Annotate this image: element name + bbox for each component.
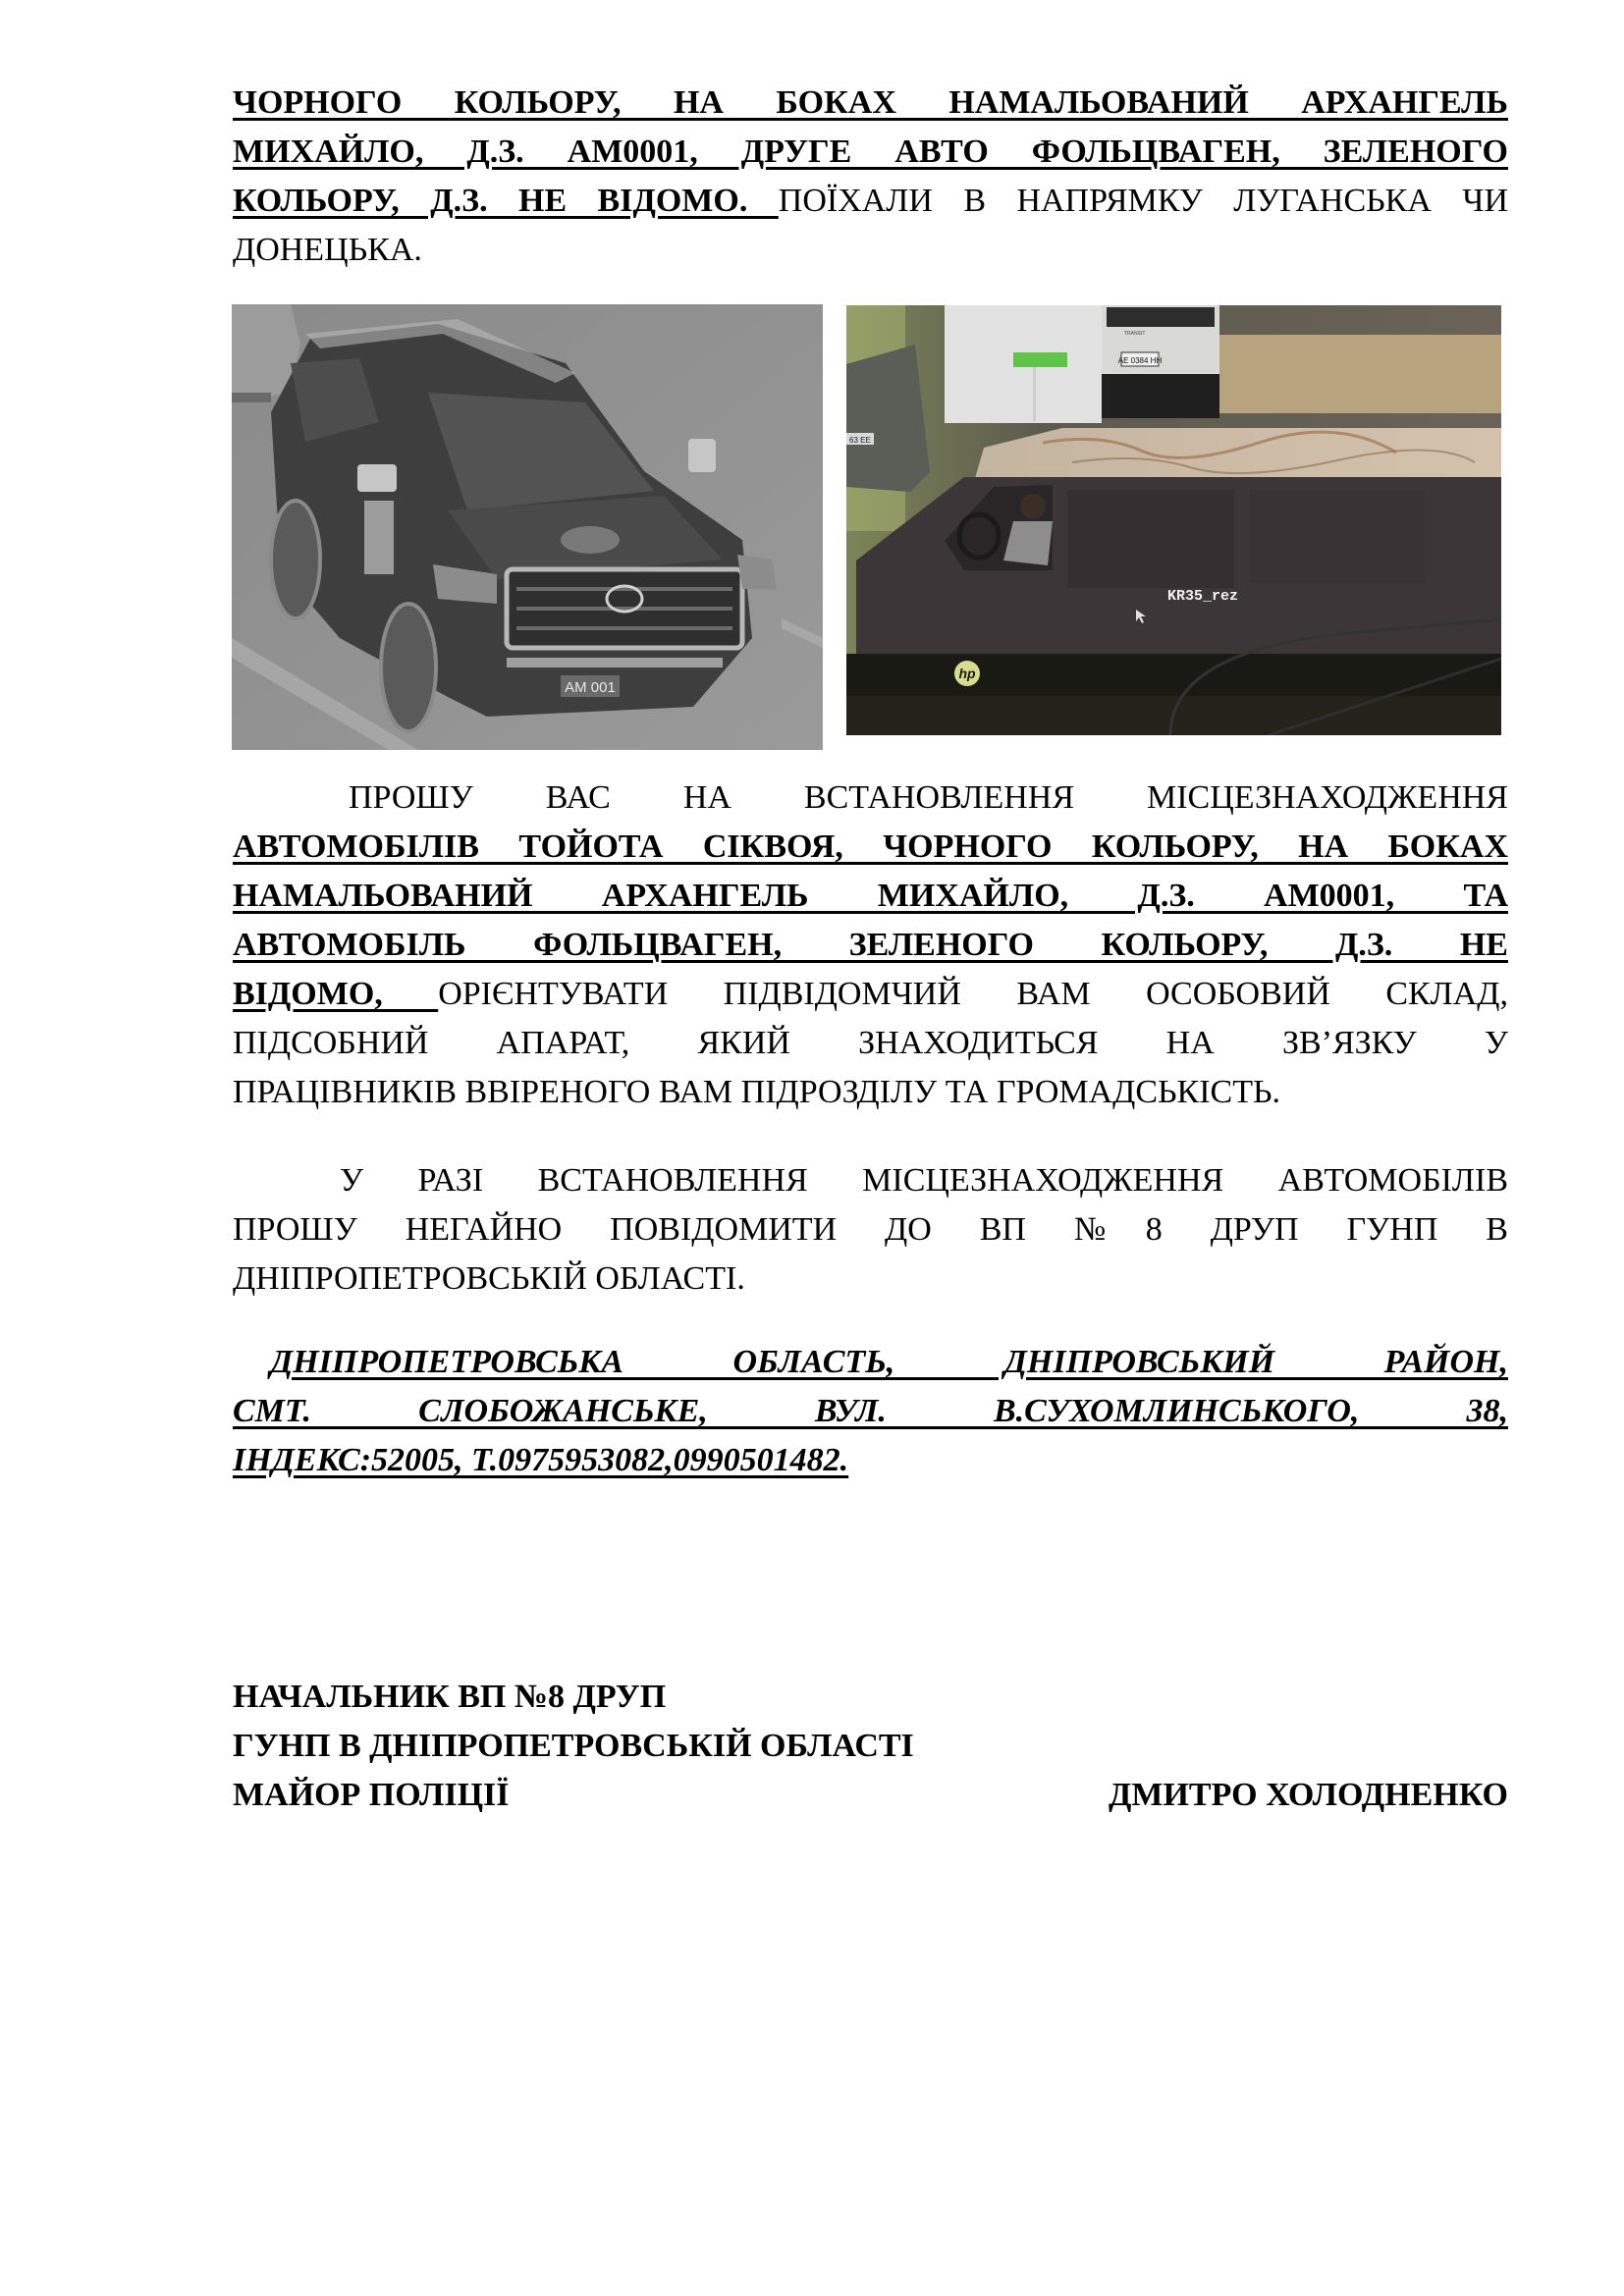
- intro-line-2: [233, 128, 1508, 177]
- request-plain-text: ОРІЄНТУВАТИ ПІДВІДОМЧИЙ ВАМ ОСОБОВИЙ СКЛАД,: [438, 976, 1508, 1012]
- notify-text: У РАЗІ ВСТАНОВЛЕННЯ МІСЦЕЗНАХОДЖЕННЯ АВТОМОБІЛІВ: [340, 1162, 1508, 1199]
- toyota-suv-image: [232, 304, 823, 750]
- request-plain-text: ПРОШУ ВАС НА ВСТАНОВЛЕННЯ МІСЦЕЗНАХОДЖЕННЯ: [349, 779, 1508, 816]
- request-bold-text: АВТОМОБІЛІВ ТОЙОТА СІКВОЯ, ЧОРНОГО КОЛЬОРУ, НА БОКАХ: [233, 828, 1508, 865]
- photo-volkswagen-van: [846, 305, 1501, 735]
- signature-rank: МАЙОР ПОЛІЦІЇ: [233, 1777, 510, 1813]
- notify-line-3: [233, 1255, 1508, 1304]
- request-bold-text: ВІДОМО,: [233, 976, 439, 1012]
- intro-plain-text: ДОНЕЦЬКА.: [233, 232, 422, 268]
- request-line-2: [233, 823, 1508, 872]
- request-line-5: [233, 970, 1508, 1019]
- notify-line-1: [340, 1156, 1508, 1205]
- request-line-7: [233, 1068, 1508, 1117]
- intro-line-1: [233, 79, 1508, 128]
- signature-title-line-2: ГУНП В ДНІПРОПЕТРОВСЬКІЙ ОБЛАСТІ: [233, 1728, 914, 1764]
- intro-plain-text: ПОЇХАЛИ В НАПРЯМКУ ЛУГАНСЬКА ЧИ: [778, 183, 1508, 219]
- notify-line-2: [233, 1205, 1508, 1255]
- signature-name: ДМИТРО ХОЛОДНЕНКО: [1108, 1777, 1508, 1813]
- side-plate-text: 63 EE: [849, 436, 871, 445]
- intro-line-3: [233, 177, 1508, 226]
- photo-toyota-sequoia: [232, 304, 823, 750]
- volkswagen-van-image: [846, 305, 1501, 735]
- intro-bold-text: КОЛЬОРУ, Д.З. НЕ ВІДОМО.: [233, 183, 779, 219]
- intro-bold-text: МИХАЙЛО, Д.З. АМ0001, ДРУГЕ АВТО ФОЛЬЦВАГЕН, ЗЕЛЕНОГО: [233, 133, 1508, 170]
- request-line-1: [349, 774, 1508, 823]
- request-line-3: [233, 872, 1508, 921]
- address-line-3: [233, 1436, 1508, 1485]
- request-bold-text: АВТОМОБІЛЬ ФОЛЬЦВАГЕН, ЗЕЛЕНОГО КОЛЬОРУ, Д.З. НЕ: [233, 927, 1508, 963]
- notify-text: ПРОШУ НЕГАЙНО ПОВІДОМИТИ ДО ВП №8 ДРУП ГУНП В: [233, 1211, 1508, 1248]
- transit-plate-text: AE 0384 HH: [1117, 356, 1163, 365]
- request-line-6: [233, 1019, 1508, 1068]
- address-text: ІНДЕКС:52005, Т.0975953082,0990501482.: [233, 1442, 849, 1478]
- svg-text:hp: hp: [958, 666, 976, 681]
- notify-text: ДНІПРОПЕТРОВСЬКІЙ ОБЛАСТІ.: [233, 1260, 745, 1297]
- address-text: СМТ. СЛОБОЖАНСЬКЕ, ВУЛ. В.СУХОМЛИНСЬКОГО, 38,: [233, 1393, 1508, 1429]
- request-plain-text: ПІДСОБНИЙ АПАРАТ, ЯКИЙ ЗНАХОДИТЬСЯ НА ЗВ’ЯЗКУ У: [233, 1025, 1508, 1061]
- request-line-4: [233, 921, 1508, 970]
- signature-title-line-1: НАЧАЛЬНИК ВП №8 ДРУП: [233, 1679, 667, 1715]
- request-bold-text: НАМАЛЬОВАНИЙ АРХАНГЕЛЬ МИХАЙЛО, Д.З. АМ0001, ТА: [233, 878, 1508, 914]
- address-line-1: [270, 1338, 1508, 1387]
- address-line-2: [233, 1387, 1508, 1436]
- transit-badge-text: TRANSIT: [1124, 331, 1146, 337]
- intro-bold-text: ЧОРНОГО КОЛЬОРУ, НА БОКАХ НАМАЛЬОВАНИЙ АРХАНГЕЛЬ: [233, 84, 1508, 121]
- camera-label-text: KR35_rez: [1167, 588, 1239, 605]
- request-plain-text: ПРАЦІВНИКІВ ВВІРЕНОГО ВАМ ПІДРОЗДІЛУ ТА ГРОМАДСЬКІСТЬ.: [233, 1074, 1281, 1110]
- address-text: ДНІПРОПЕТРОВСЬКА ОБЛАСТЬ, ДНІПРОВСЬКИЙ РАЙОН,: [270, 1344, 1508, 1380]
- plate-text: AM 001: [565, 679, 616, 696]
- intro-line-4: [233, 226, 1508, 275]
